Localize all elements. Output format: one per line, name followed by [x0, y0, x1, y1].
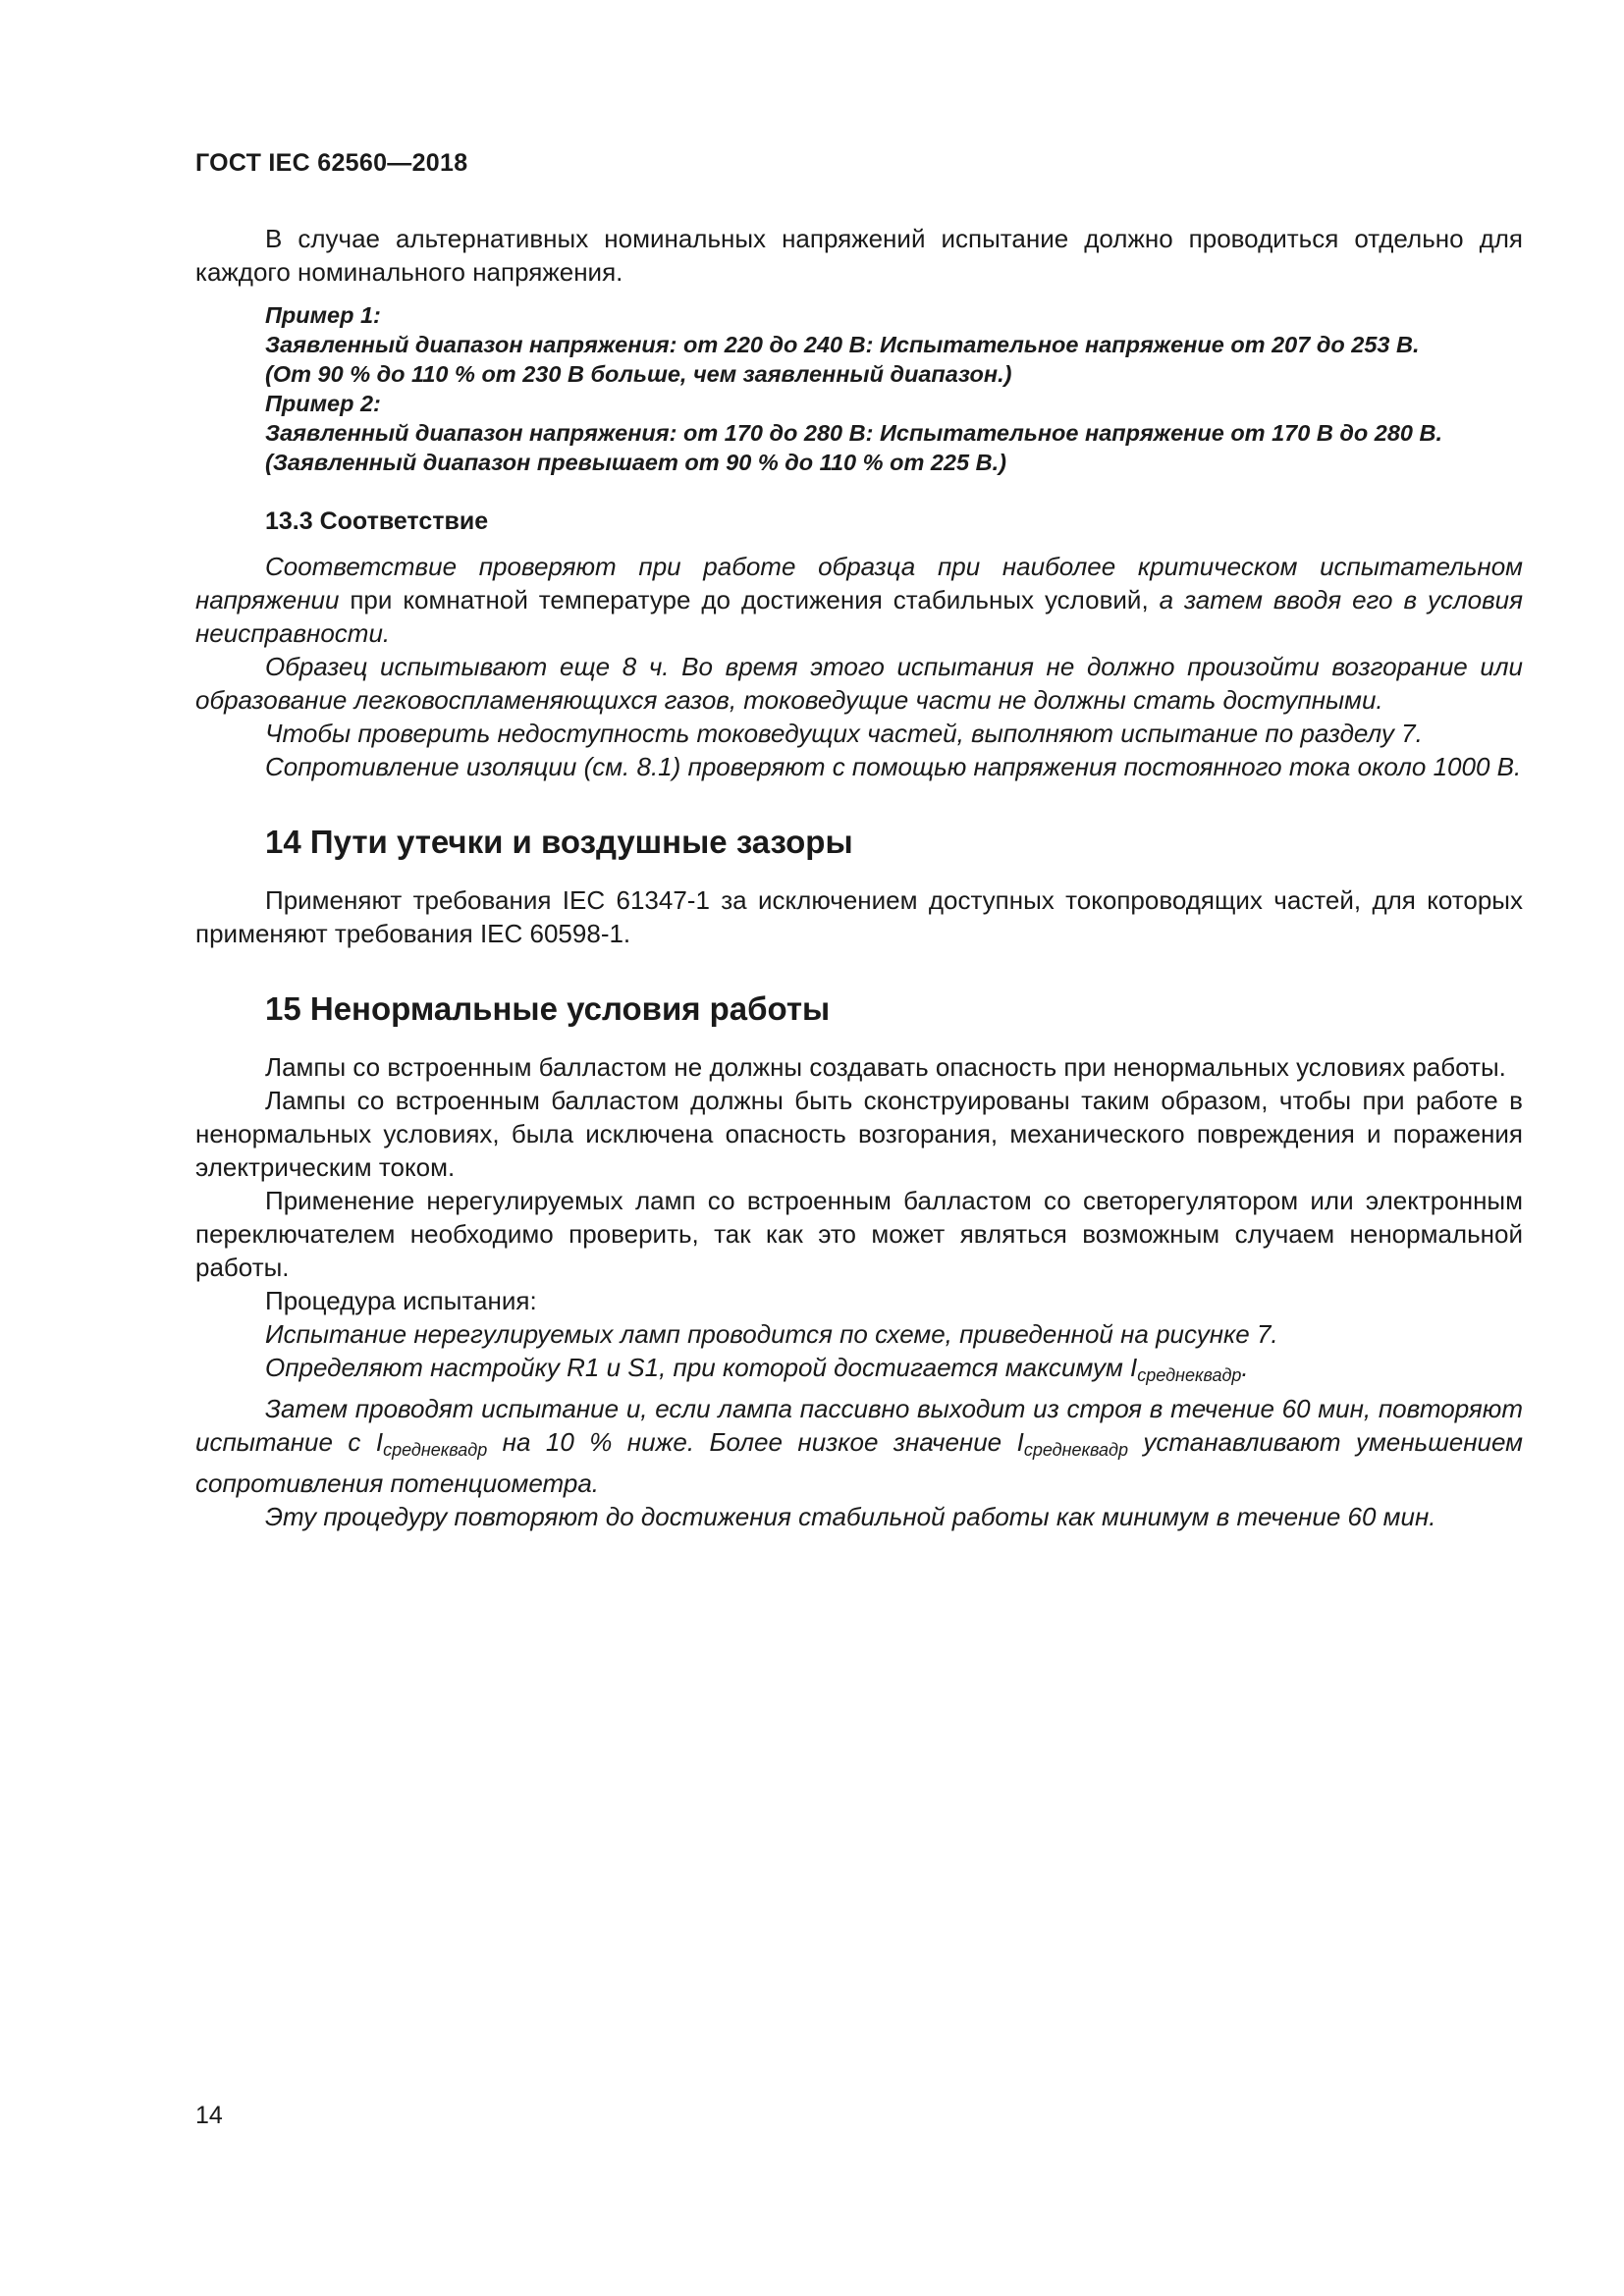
section-15-paragraph-7: [195, 1392, 1523, 1500]
s15-p7-subscript-2: среднеквадр: [1023, 1440, 1128, 1460]
example-2-label: Пример 2:: [265, 391, 381, 416]
section-15-paragraph-3: Применение нерегулируемых ламп со встроенным балластом со светорегулятором или электронным переключателем необходимо проверить, так как это может являться возможным случаем ненормальной работы.: [195, 1186, 1523, 1282]
section-13-3-paragraph-3: Чтобы проверить недоступность токоведущих частей, выполняют испытание по разделу 7.: [265, 719, 1423, 748]
s15-p6-subscript: среднеквадр: [1137, 1365, 1242, 1385]
s15-p7-part-c: устанавливают уменьшением сопротивления потенциометра.: [195, 1427, 1524, 1498]
section-13-3-title: 13.3 Соответствие: [265, 507, 489, 535]
section-13-3-paragraph-2: Образец испытывают еще 8 ч. Во время этого испытания не должно произойти возгорание или образование легковоспламеняющихся газов, токоведущие части не должны стать доступными.: [195, 652, 1523, 715]
s133-p1-part-a: Соответствие проверяют при работе образца при наиболее критическом испытательном напряжении: [195, 552, 1523, 614]
section-13-3-paragraph-1: [195, 550, 1523, 650]
page-content: [195, 222, 1523, 1533]
example-1-line-2: (От 90 % до 110 % от 230 В больше, чем заявленный диапазон.): [265, 361, 1012, 387]
section-15-paragraph-5: Испытание нерегулируемых ламп проводится по схеме, приведенной на рисунке 7.: [265, 1319, 1278, 1349]
example-2-line-2: (Заявленный диапазон превышает от 90 % до 110 % от 225 В.): [265, 450, 1006, 475]
section-15-paragraph-4: Процедура испытания:: [265, 1286, 537, 1315]
section-15-paragraph-8: Эту процедуру повторяют до достижения стабильной работы как минимум в течение 60 мин.: [265, 1502, 1436, 1531]
section-15-paragraph-1: Лампы со встроенным балластом не должны создавать опасность при ненормальных условиях работы.: [265, 1052, 1506, 1082]
s15-p7-subscript-1: среднеквадр: [383, 1440, 488, 1460]
section-13-3-paragraph-4: Сопротивление изоляции (см. 8.1) проверяют с помощью напряжения постоянного тока около 1000 В.: [265, 752, 1522, 781]
s15-p7-part-b: на 10 % ниже. Более низкое значение I: [487, 1427, 1024, 1457]
section-15-title: 15 Ненормальные условия работы: [265, 990, 831, 1027]
s15-p6-end: .: [1241, 1353, 1249, 1382]
paragraph-alternative-voltages: В случае альтернативных номинальных напряжений испытание должно проводиться отдельно для каждого номинального напряжения.: [195, 224, 1523, 287]
section-14-paragraph-1: Применяют требования IEC 61347-1 за исключением доступных токопроводящих частей, для которых применяют требования IEC 60598-1.: [195, 885, 1523, 948]
s133-p1-part-b: при комнатной температуре до достижения стабильных условий,: [339, 585, 1160, 614]
example-1-line-1: Заявленный диапазон напряжения: от 220 до 240 В: Испытательное напряжение от 207 до 253 В.: [265, 332, 1420, 357]
section-15-paragraph-2: Лампы со встроенным балластом должны быть сконструированы таким образом, чтобы при работе в ненормальных условиях, была исключена опасность возгорания, механического повреждения и поражения электрическим током.: [195, 1086, 1523, 1182]
s15-p7-part-a: Затем проводят испытание и, если лампа пассивно выходит из строя в течение 60 мин, повторяют испытание с I: [195, 1394, 1523, 1457]
section-15-paragraph-6: [195, 1351, 1523, 1392]
page-number: 14: [195, 2102, 223, 2129]
s15-p6-text: Определяют настройку R1 и S1, при которой достигается максимум I: [265, 1353, 1138, 1382]
example-2-line-1: Заявленный диапазон напряжения: от 170 до 280 В: Испытательное напряжение от 170 В до 280 В.: [265, 420, 1442, 446]
document-header: ГОСТ IEC 62560—2018: [195, 149, 468, 177]
s133-p1-part-c: а затем вводя его в условия неисправности.: [195, 585, 1523, 648]
section-14-title: 14 Пути утечки и воздушные зазоры: [265, 824, 853, 860]
example-1-label: Пример 1:: [265, 302, 381, 328]
